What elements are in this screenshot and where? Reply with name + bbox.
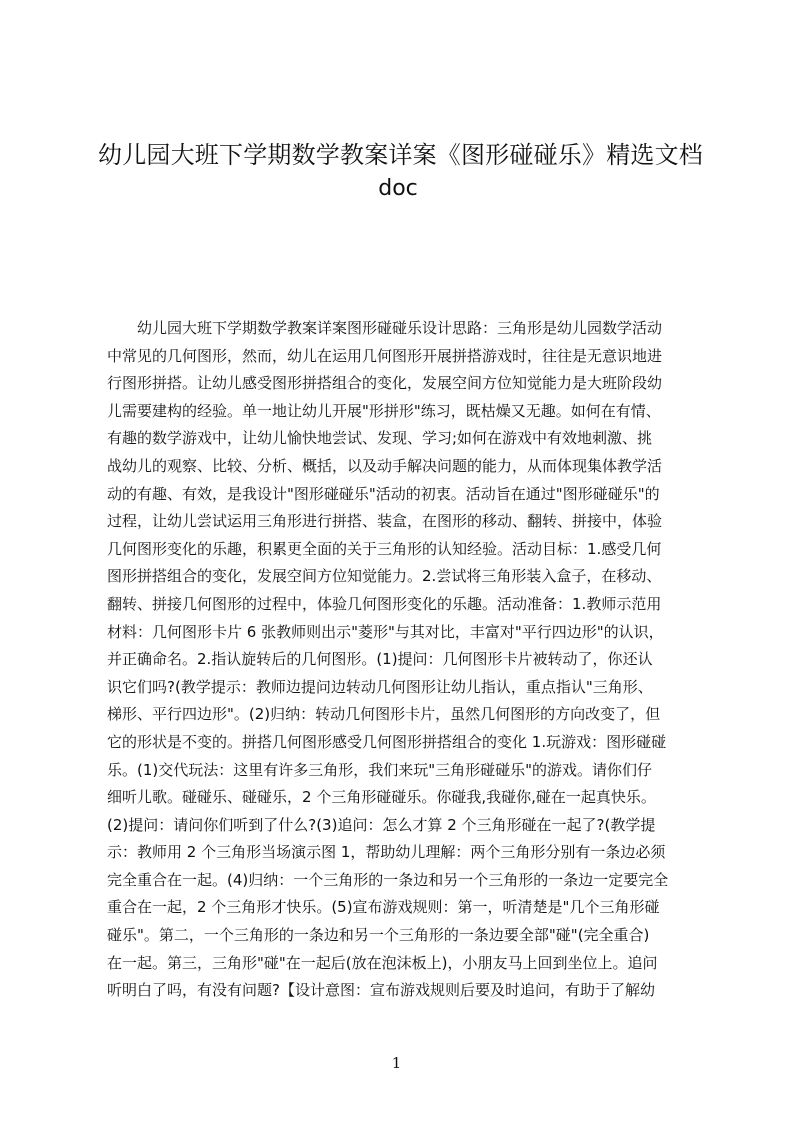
body-line: 在一起。第三，三角形"碰"在一起后(放在泡沫板上)，小朋友马上回到坐位上。追问 <box>107 953 658 972</box>
body-line: 碰乐"。第二，一个三角形的一条边和另一个三角形的一条边要全部"碰"(完全重合) <box>107 926 650 945</box>
body-line: 有趣的数学游戏中，让幼儿愉快地尝试、发现、学习;如何在游戏中有效地刺激、挑 <box>107 429 653 448</box>
document-title-line-1: 幼儿园大班下学期数学教案详案《图形碰碰乐》精选文档 <box>98 141 703 169</box>
body-line: 识它们吗?(教学提示：教师边提问边转动几何图形让幼儿指认，重点指认"三角形、 <box>107 677 653 696</box>
body-line: 重合在一起，2 个三角形才快乐。(5)宣布游戏规则：第一，听清楚是"几个三角形碰 <box>107 898 660 917</box>
body-line: 乐。(1)交代玩法：这里有许多三角形，我们来玩"三角形碰碰乐"的游戏。请你们仔 <box>107 760 653 779</box>
document-body <box>107 315 697 1000</box>
body-line: 儿需要建构的经验。单一地让幼儿开展"形拼形"练习，既枯燥又无趣。如何在有情、 <box>107 401 661 420</box>
body-line: 行图形拼搭。让幼儿感受图形拼搭组合的变化，发展空间方位知觉能力是大班阶段幼 <box>107 374 663 393</box>
body-line: 图形拼搭组合的变化，发展空间方位知觉能力。2.尝试将三角形装入盒子，在移动、 <box>107 567 662 586</box>
body-line: 细听儿歌。碰碰乐、碰碰乐，2 个三角形碰碰乐。你碰我,我碰你,碰在一起真快乐。 <box>107 788 656 807</box>
body-line: 战幼儿的观察、比较、分析、概括，以及动手解决问题的能力，从而体现集体教学活 <box>107 456 663 475</box>
body-line: 材料：几何图形卡片 6 张教师则出示"菱形"与其对比，丰富对"平行四边形"的认识， <box>107 622 664 641</box>
body-line: 听明白了吗，有没有问题?【设计意图：宣布游戏规则后要及时追问，有助于了解幼 <box>107 981 655 1000</box>
page-number: 1 <box>391 1054 402 1072</box>
body-line: 它的形状是不变的。拼搭几何图形感受几何图形拼搭组合的变化 1.玩游戏：图形碰碰 <box>107 732 667 751</box>
body-line: 梯形、平行四边形"。(2)归纳：转动几何图形卡片，虽然几何图形的方向改变了，但 <box>107 705 661 724</box>
body-line: 完全重合在一起。(4)归纳：一个三角形的一条边和另一个三角形的一条边一定要完全 <box>107 870 669 889</box>
body-line: 幼儿园大班下学期数学教案详案图形碰碰乐设计思路：三角形是幼儿园数学活动 <box>137 319 663 337</box>
body-line: 示：教师用 2 个三角形当场演示图 1，帮助幼儿理解：两个三角形分别有一条边必须 <box>107 843 666 862</box>
body-line: (2)提问：请问你们听到了什么?(3)追问：怎么才算 2 个三角形碰在一起了?(教学提 <box>107 815 656 834</box>
document-title-line-2: doc <box>378 176 418 201</box>
body-line: 中常见的几何图形，然而，幼儿在运用几何图形开展拼搭游戏时，往往是无意识地进 <box>107 346 663 365</box>
body-line: 过程，让幼儿尝试运用三角形进行拼搭、装盒，在图形的移动、翻转、拼接中，体验 <box>107 512 663 531</box>
document-title <box>98 138 703 206</box>
body-line: 翻转、拼接几何图形的过程中，体验几何图形变化的乐趣。活动准备：1.教师示范用 <box>107 594 662 613</box>
body-line: 并正确命名。2.指认旋转后的几何图形。(1)提问：几何图形卡片被转动了，你还认 <box>107 650 653 669</box>
body-line: 动的有趣、有效，是我设计"图形碰碰乐"活动的初衷。活动旨在通过"图形碰碰乐"的 <box>107 484 660 503</box>
body-line: 几何图形变化的乐趣，积累更全面的关于三角形的认知经验。活动目标：1.感受几何 <box>107 539 662 558</box>
